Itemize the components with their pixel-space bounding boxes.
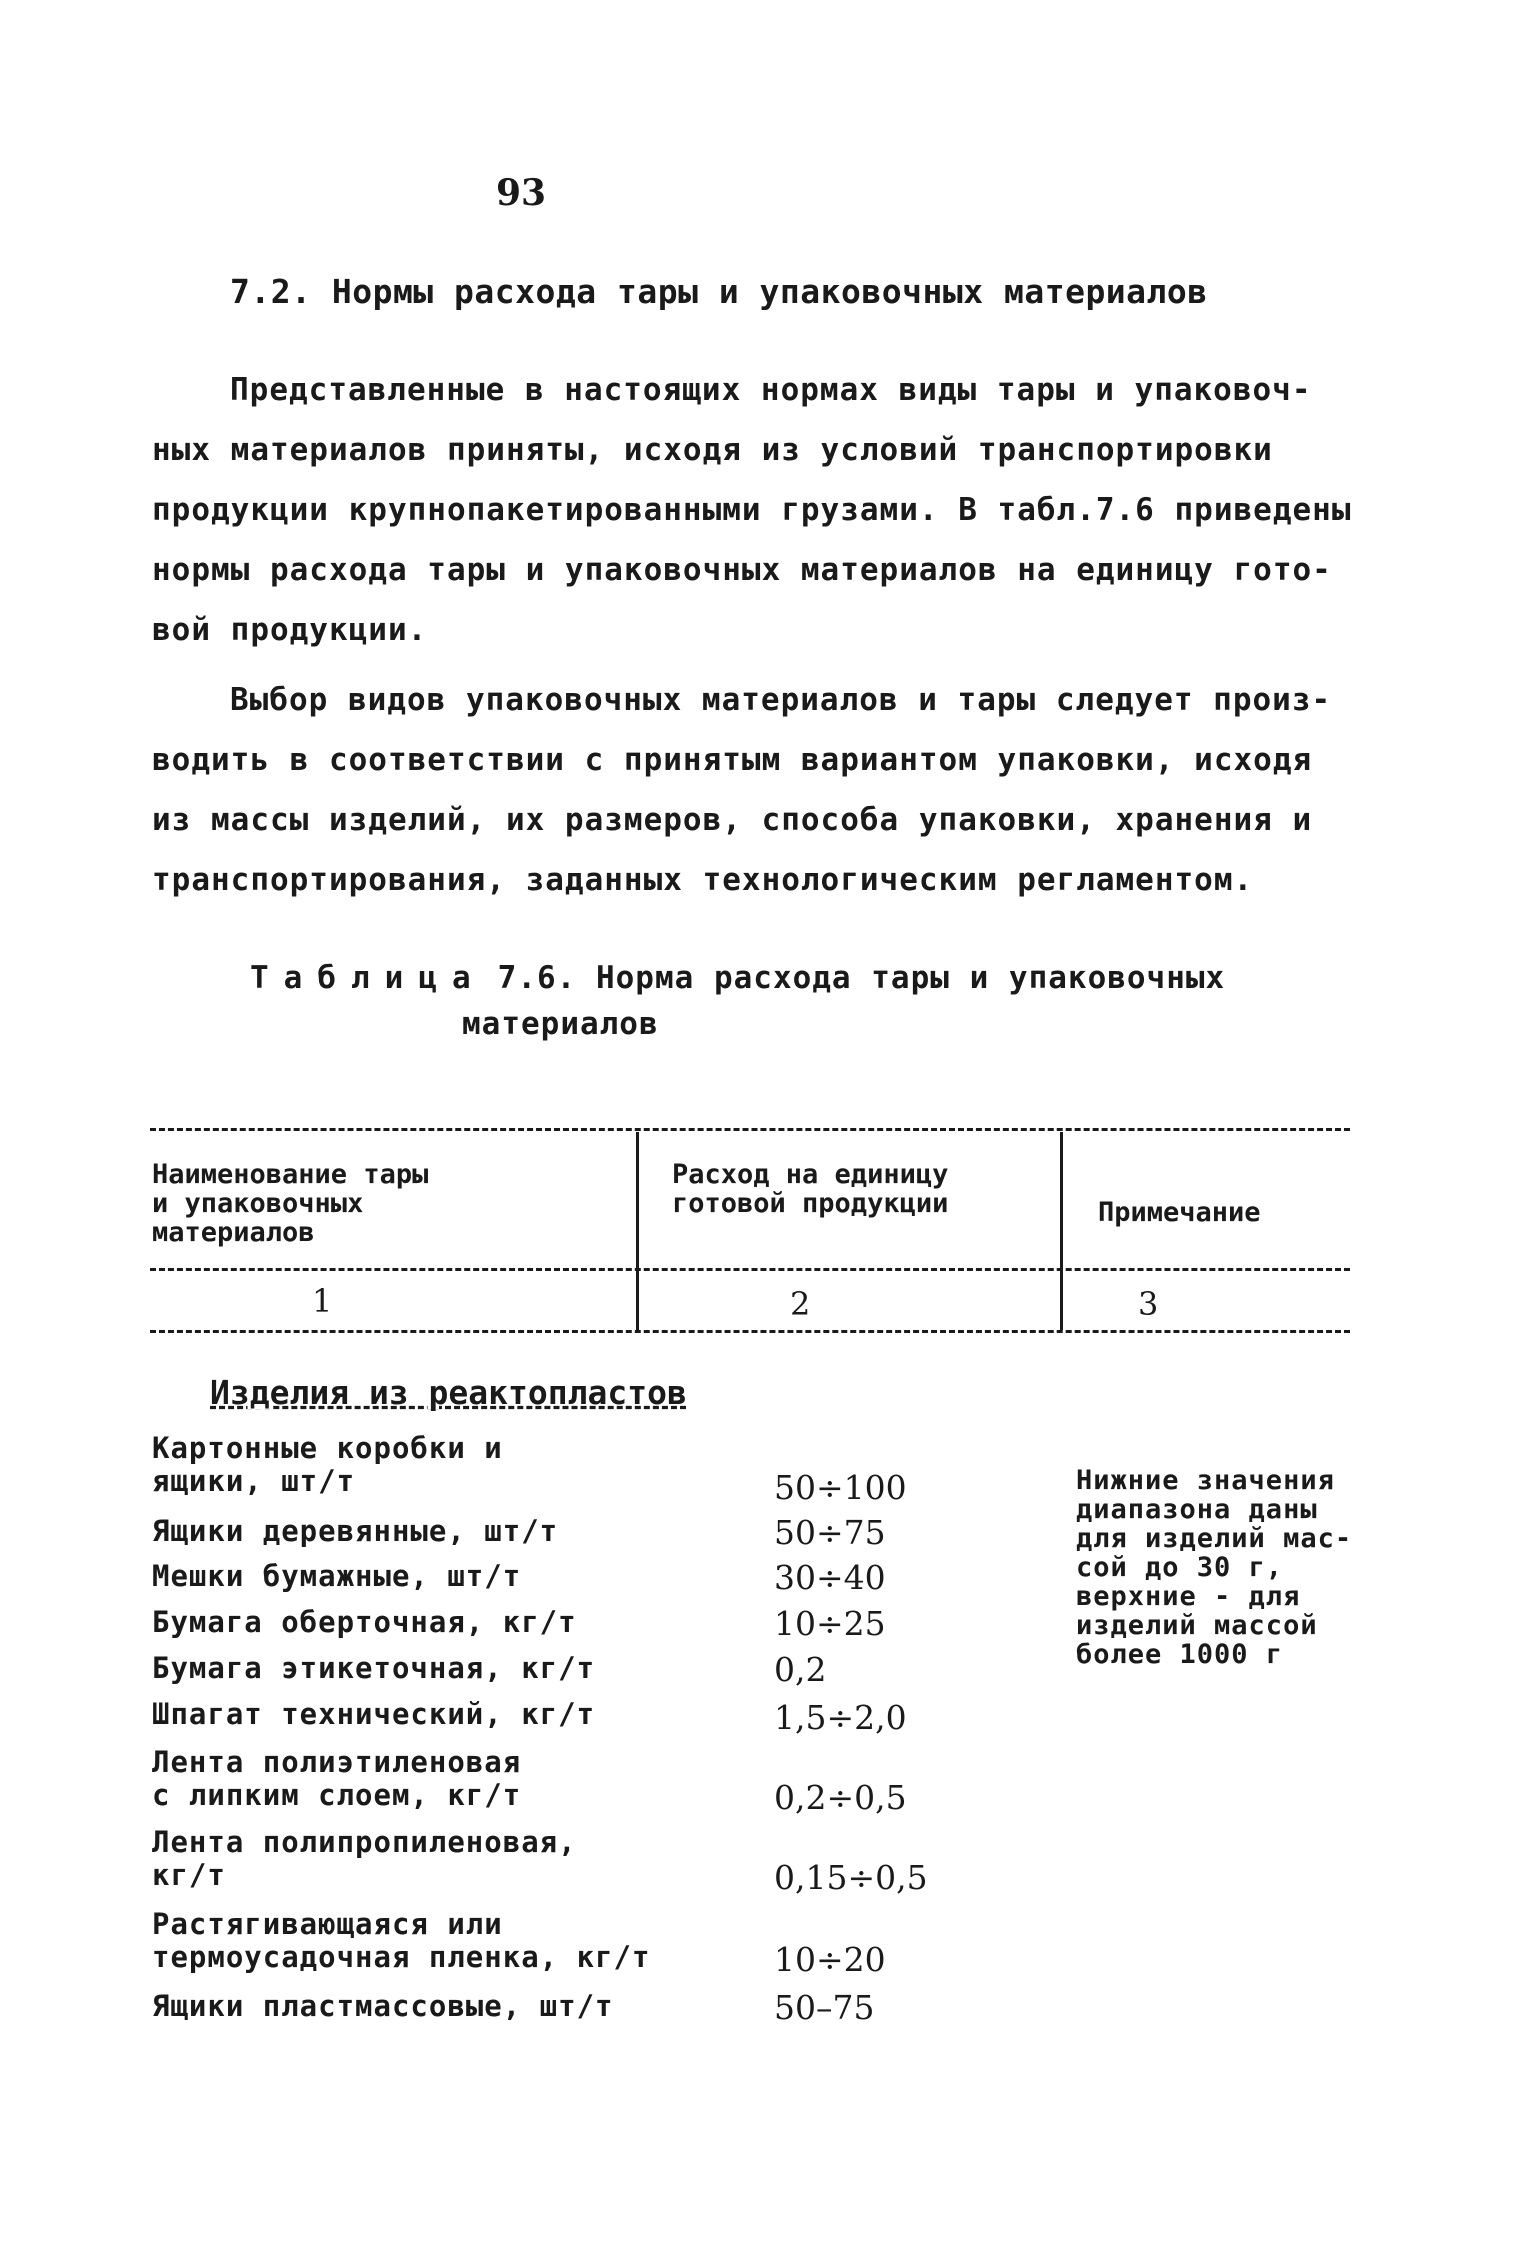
section-title: 7.2. Нормы расхода тары и упаковочных материалов <box>230 272 1208 311</box>
table-note: Нижние значения диапазона даны для изделий мас- сой до 30 г, верхние - для изделий массой более 1000 г <box>1076 1465 1353 1670</box>
table-caption-lead: Таблица <box>250 960 486 996</box>
table-top-rule <box>150 1128 1350 1131</box>
row-name: Бумага оберточная, кг/т <box>152 1605 577 1639</box>
column-number: 1 <box>312 1282 333 1320</box>
paragraph-line: ных материалов приняты, исходя из условий транспортировки <box>152 432 1273 468</box>
row-name: Лента полиэтиленовая с липким слоем, кг/т <box>152 1745 522 1812</box>
paragraph-line: Представленные в настоящих нормах виды тары и упаковоч- <box>230 372 1312 408</box>
column-header-note: Примечание <box>1098 1197 1261 1228</box>
column-number: 3 <box>1138 1285 1159 1323</box>
row-value: 50–75 <box>774 1988 875 2027</box>
column-divider <box>1060 1132 1063 1330</box>
paragraph-line: нормы расхода тары и упаковочных материалов на единицу гото- <box>152 552 1332 588</box>
table-caption-line2: материалов <box>462 1006 659 1042</box>
row-name: Бумага этикеточная, кг/т <box>152 1651 596 1685</box>
row-name: Картонные коробки и ящики, шт/т <box>152 1431 503 1498</box>
row-value: 10÷20 <box>774 1940 886 1979</box>
table-caption <box>250 960 1225 996</box>
paragraph-line: продукции крупнопакетированными грузами. В табл.7.6 приведены <box>152 492 1352 528</box>
row-value: 1,5÷2,0 <box>774 1698 907 1737</box>
row-name: Шпагат технический, кг/т <box>152 1697 596 1731</box>
page-number: 93 <box>496 172 547 214</box>
paragraph-line: Выбор видов упаковочных материалов и тары следует произ- <box>230 682 1332 718</box>
paragraph-line: водить в соответствии с принятым вариантом упаковки, исходя <box>152 742 1313 778</box>
column-header-consumption: Расход на единицу готовой продукции <box>672 1159 949 1219</box>
row-value: 50÷100 <box>774 1468 907 1507</box>
paragraph-line: из массы изделий, их размеров, способа упаковки, хранения и <box>152 802 1313 838</box>
row-name: Растягивающаяся или термоусадочная пленка, кг/т <box>152 1907 651 1974</box>
table-header-rule <box>150 1268 1350 1271</box>
row-name: Ящики пластмассовые, шт/т <box>152 1989 614 2023</box>
paragraph-line: вой продукции. <box>152 612 428 648</box>
row-name: Мешки бумажные, шт/т <box>152 1559 522 1593</box>
row-name: Лента полипропиленовая, кг/т <box>152 1825 577 1892</box>
group-title: Изделия из реактопластов <box>210 1373 687 1412</box>
column-divider <box>636 1132 639 1330</box>
row-value: 0,2÷0,5 <box>774 1778 907 1817</box>
row-value: 0,2 <box>774 1650 827 1689</box>
table-numbers-rule <box>150 1330 1350 1333</box>
column-header-name: Наименование тары и упаковочных материалов <box>152 1159 429 1248</box>
row-name: Ящики деревянные, шт/т <box>152 1514 559 1548</box>
row-value: 0,15÷0,5 <box>774 1858 928 1897</box>
row-value: 10÷25 <box>774 1604 886 1643</box>
row-value: 30÷40 <box>774 1558 886 1597</box>
paragraph-line: транспортирования, заданных технологическим регламентом. <box>152 862 1254 898</box>
row-value: 50÷75 <box>774 1513 886 1552</box>
table-caption-text: 7.6. Норма расхода тары и упаковочных <box>497 960 1226 996</box>
column-number: 2 <box>790 1285 811 1323</box>
